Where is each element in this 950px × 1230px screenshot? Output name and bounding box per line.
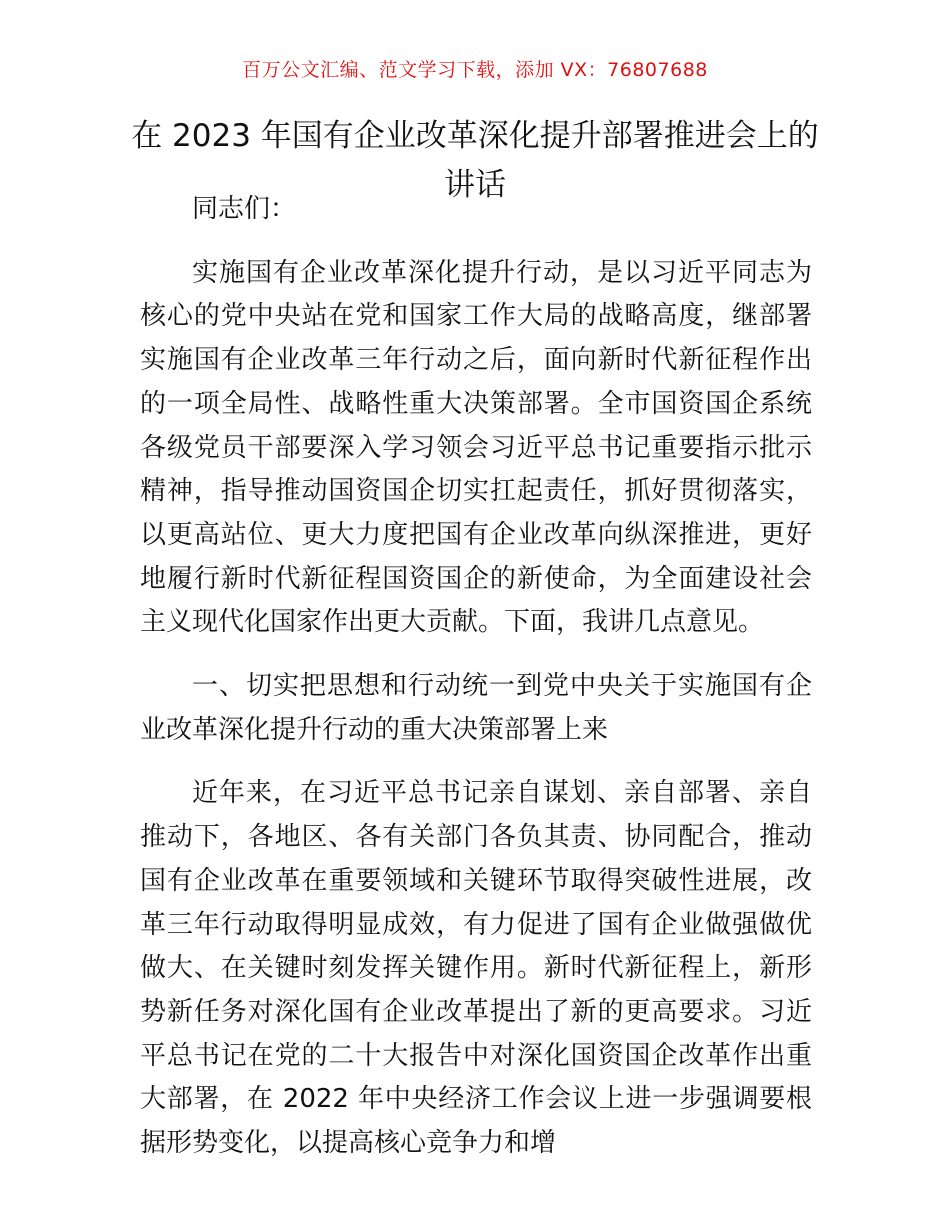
salutation-paragraph: 同志们： [192,194,297,224]
document-title: 在 2023 年国有企业改革深化提升部署推进会上的讲话 [131,118,819,203]
watermark-header: 百万公文汇编、范文学习下载，添加 VX：76807688 [242,59,708,81]
body-paragraph: 近年来，在习近平总书记亲自谋划、亲自部署、亲自推动下，各地区、各有关部门各负其责、协同配合，推动国有企业改革在重要领域和关键环节取得突破性进展，改革三年行动取得明显成效，有力促进了国有企业做强做优做大、在关键时刻发挥关键作用。新时代新征程上，新形势新任务对深化国有企业改革提出了新的更高要求。习近平总书记在党的二十大报告中对深化国资国企改革作出重大部署，在 2022 年中央经济工作会议上进一步强调要根据形势变化，以提高核心竞争力和增 [140,778,812,1159]
document-body [140,188,812,1186]
intro-paragraph: 实施国有企业改革深化提升行动，是以习近平同志为核心的党中央站在党和国家工作大局的战略高度，继部署实施国有企业改革三年行动之后，面向新时代新征程作出的一项全局性、战略性重大决策部署。全市国资国企系统各级党员干部要深入学习领会习近平总书记重要指示批示精神，指导推动国资国企切实扛起责任，抓好贯彻落实，以更高站位、更大力度把国有企业改革向纵深推进，更好地履行新时代新征程国资国企的新使命，为全面建设社会主义现代化国家作出更大贡献。下面，我讲几点意见。 [140,257,812,638]
section-heading-1: 一、切实把思想和行动统一到党中央关于实施国有企业改革深化提升行动的重大决策部署上来 [140,671,812,745]
